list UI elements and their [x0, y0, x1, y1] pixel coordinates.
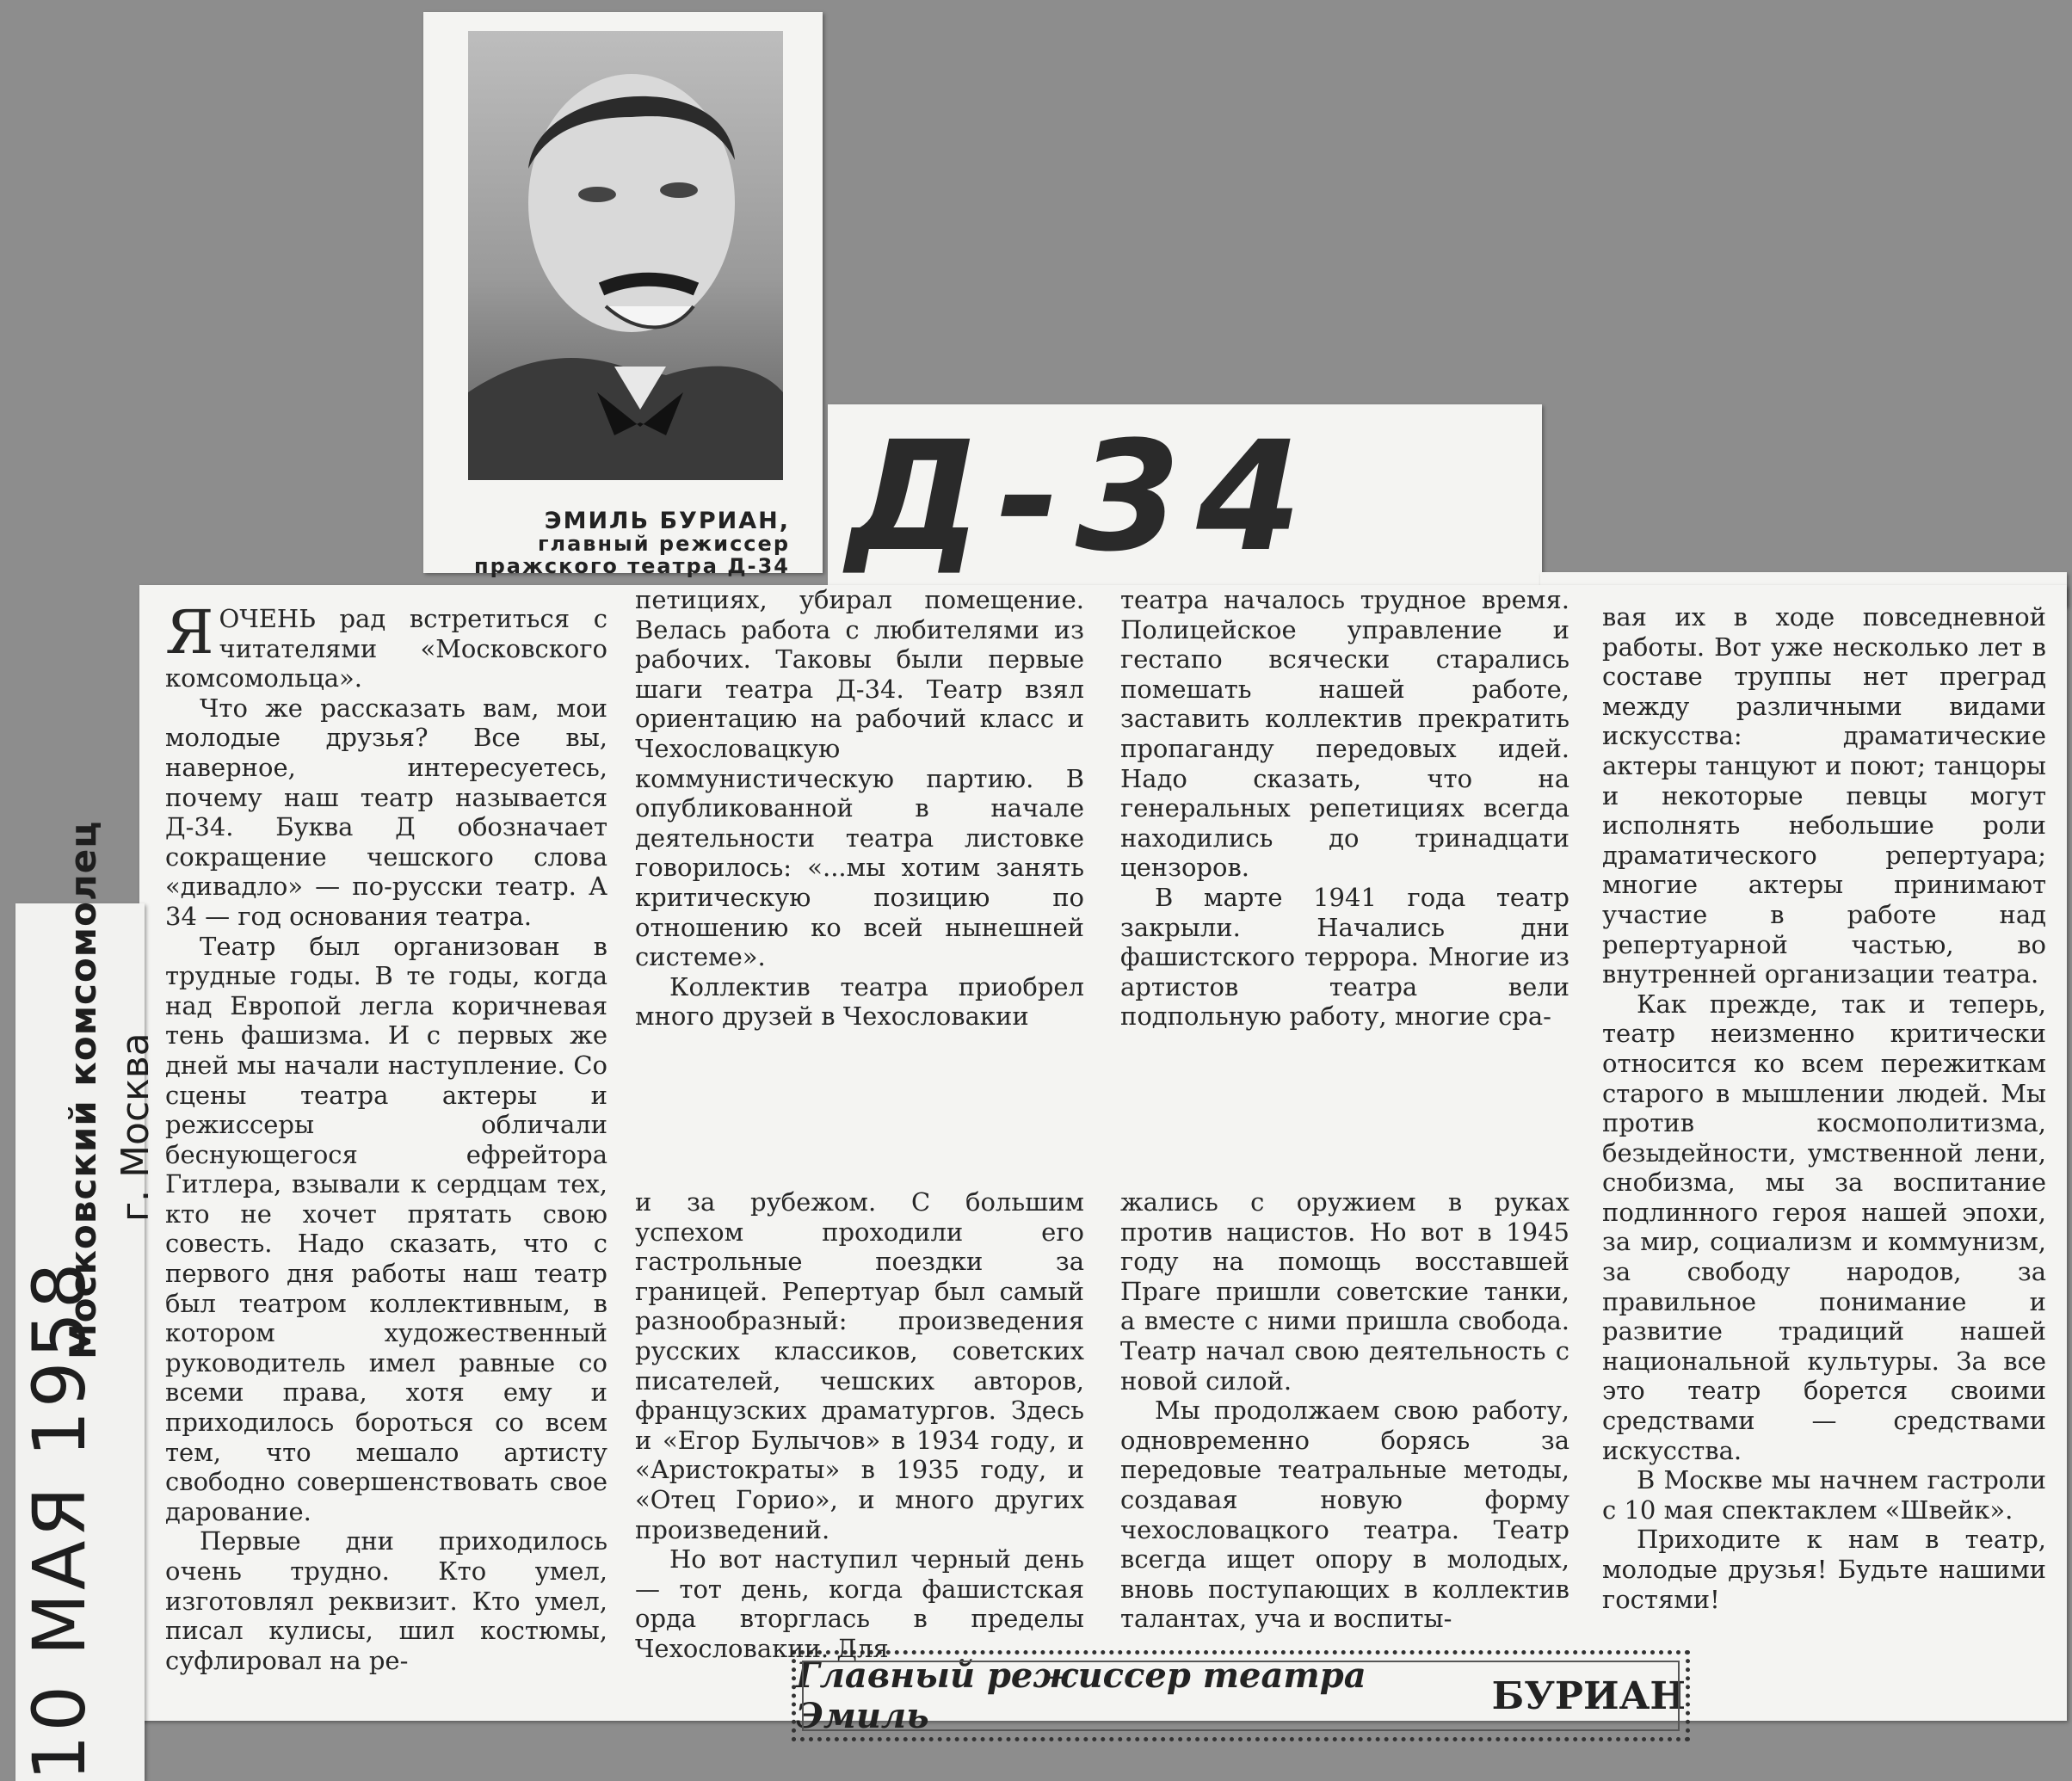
caption-theatre: пражского театра Д-34	[474, 554, 790, 578]
paragraph: Как прежде, так и теперь, театр неизменно критически относится ко всем пережиткам старого в мышлении людей. Мы против космополитизма, безыдейности, умственной лени, снобизма, мы за воспитание подлинного героя нашей эпохи, за мир, социализм и коммунизм, за свободу народов, за правильное понимание и развитие традиций нашей национальной культуры. За все это театр борется своими средствами — средствами искусства.	[1602, 989, 2046, 1465]
paragraph: жались с оружием в руках против нацистов. Но вот в 1945 году на помощь восставшей Праге пришли советские танки, а вместе с ними пришла свобода. Театр начал свою деятельность с новой силой.	[1120, 1187, 1569, 1396]
stamp-date: 10 МАЯ 1958	[17, 1259, 102, 1781]
caption-role: главный режиссер	[537, 532, 790, 556]
portrait-photo	[468, 31, 783, 480]
article-column-4	[1602, 602, 2046, 1614]
paragraph: Первые дни приходилось очень трудно. Кто умел, изготовлял реквизит. Кто умел, писал кулисы, шил костюмы, суфлировал на ре-	[165, 1526, 607, 1675]
article-column-3-bottom	[1120, 1187, 1569, 1634]
headline-clipping	[828, 404, 1542, 587]
article-clipping	[139, 585, 2067, 1736]
paragraph: Что же рассказать вам, мои молодые друзья? Все вы, наверное, интересуетесь, почему наш театр называется Д-34. Буква Д обозначает сокращение чешского слова «дивадло» — по-русски театр. А 34 — год основания театра.	[165, 693, 607, 931]
drop-cap: Я	[165, 597, 214, 668]
portrait-illustration	[468, 31, 783, 480]
paragraph: Приходите к нам в театр, молодые друзья! Будьте нашими гостями!	[1602, 1525, 2046, 1614]
stamp-newspaper: Московский комсомолец	[62, 820, 104, 1359]
paragraph: петициях, убирал помещение. Велась работа с любителями из рабочих. Таковы были первые шаги театра Д-34. Театр взял ориентацию на рабочий класс и Чехословацкую коммунистическую партию. В опубликованной в начале деятельности театра листовке говорилось: «...мы хотим занять критическую позицию по отношению ко всей нынешней системе».	[635, 585, 1084, 972]
paragraph: и за рубежом. С большим успехом проходили его гастрольные поездки за границей. Репертуар был самый разнообразный: произведения русских классиков, советских писателей, чешских авторов, французских драматургов. Здесь и «Егор Булычов» в 1934 году, и «Аристократы» в 1935 году, и «Отец Горио», и много других произведений.	[635, 1187, 1084, 1544]
paragraph: Но вот наступил черный день — тот день, когда фашистская орда вторглась в пределы Чехословакии. Для	[635, 1544, 1084, 1663]
subheadline-name: БУРИАН	[1491, 1673, 1686, 1718]
paragraph: Театр был организован в трудные годы. В те годы, когда над Европой легла коричневая тень фашизма. И с первых же дней мы начали наступление. Со сцены театра актеры и режиссеры обличали беснующегося ефрейтора Гитлера, взывали к сердцам тех, кто не хочет прятать свою совесть. Надо сказать, что с первого дня работы наш театр был театром коллективным, в котором художественный руководитель имел равные со всеми права, хотя ему и приходилось бороться со всем тем, что мешало артисту свободно совершенствовать свое дарование.	[165, 931, 607, 1526]
article-column-1	[165, 597, 607, 1675]
article-column-2-top	[635, 585, 1084, 1032]
caption-name: ЭМИЛЬ БУРИАН,	[544, 508, 790, 534]
photo-clipping	[423, 12, 823, 578]
stamp-city: г. Москва	[114, 1032, 157, 1222]
paragraph: В марте 1941 года театр закрыли. Начались дни фашистского террора. Многие из артистов театра вели подпольную работу, многие сра-	[1120, 882, 1569, 1032]
subheadline-box	[792, 1650, 1690, 1741]
subheadline-text: Главный режиссер театра Эмиль	[796, 1655, 1366, 1736]
paragraph: В Москве мы начнем гастроли с 10 мая спектаклем «Швейк».	[1602, 1465, 2046, 1525]
article-column-2-bottom	[635, 1187, 1084, 1664]
headline-title: Д-34	[847, 409, 1317, 585]
paragraph: Мы продолжаем свою работу, одновременно борясь за передовые театральные методы, создавая новую форму чехословацкого театра. Театр всегда ищет опору в молодых, вновь поступающих в коллектив талантах, уча и воспиты-	[1120, 1396, 1569, 1634]
paragraph: театра началось трудное время. Полицейское управление и гестапо всячески старались помешать нашей работе, заставить коллектив прекратить пропаганду передовых идей. Надо сказать, что на генеральных репетициях всегда находились до тринадцати цензоров.	[1120, 585, 1569, 883]
article-column-3-top	[1120, 585, 1569, 1032]
paragraph: вая их в ходе повседневной работы. Вот уже несколько лет в составе труппы нет преград между различными видами искусства: драматические актеры танцуют и поют; танцоры и некоторые певцы могут исполнять небольшие роли драматического репертуара; многие актеры принимают участие в работе над репертуарной частью, во внутренней организации театра.	[1602, 602, 2046, 989]
paragraph: ЯОЧЕНЬ рад встретиться с читателями «Московского комсомольца».	[165, 597, 607, 693]
paragraph: Коллектив театра приобрел много друзей в Чехословакии	[635, 971, 1084, 1032]
